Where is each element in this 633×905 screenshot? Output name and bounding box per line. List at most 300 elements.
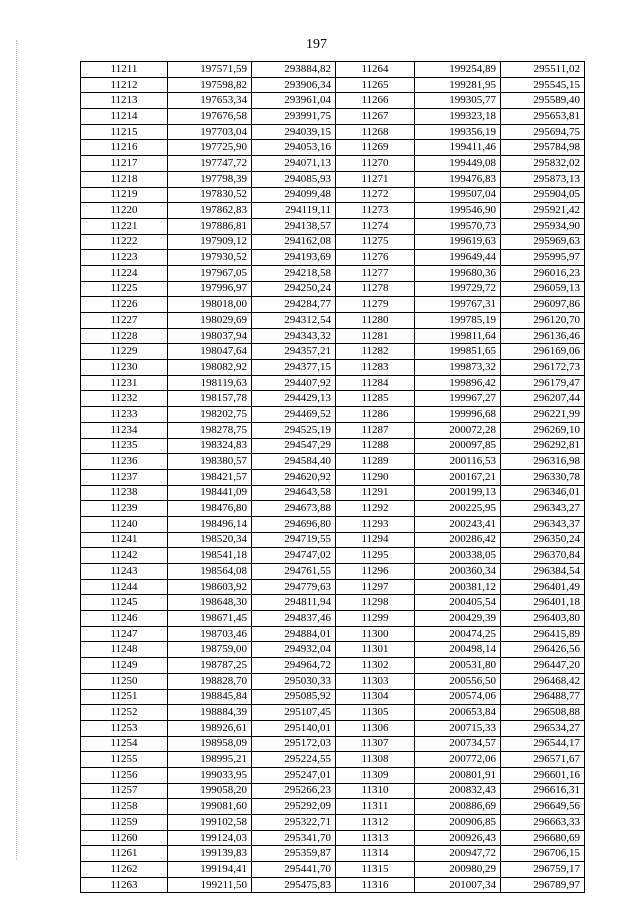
x-coordinate-cell: 200531,80: [415, 658, 501, 674]
table-row: [81, 548, 585, 564]
x-coordinate-cell: 199102,58: [168, 815, 252, 831]
y-coordinate-cell: 296468,42: [501, 673, 585, 689]
x-coordinate-cell: 197747,72: [168, 156, 252, 172]
x-coordinate-cell: 200574,06: [415, 689, 501, 705]
point-number-cell: 11294: [336, 532, 415, 548]
y-coordinate-cell: 295322,71: [252, 815, 336, 831]
point-number-cell: 11267: [336, 109, 415, 125]
point-number-cell: 11250: [81, 673, 168, 689]
point-number-cell: 11310: [336, 783, 415, 799]
x-coordinate-cell: 198703,46: [168, 626, 252, 642]
y-coordinate-cell: 296488,77: [501, 689, 585, 705]
point-number-cell: 11249: [81, 658, 168, 674]
y-coordinate-cell: 296136,46: [501, 328, 585, 344]
point-number-cell: 11212: [81, 77, 168, 93]
y-coordinate-cell: 294837,46: [252, 611, 336, 627]
y-coordinate-cell: 294193,69: [252, 250, 336, 266]
x-coordinate-cell: 200286,42: [415, 532, 501, 548]
y-coordinate-cell: 296120,70: [501, 313, 585, 329]
x-coordinate-cell: 198018,00: [168, 297, 252, 313]
y-coordinate-cell: 294584,40: [252, 454, 336, 470]
point-number-cell: 11298: [336, 595, 415, 611]
x-coordinate-cell: 199811,64: [415, 328, 501, 344]
y-coordinate-cell: 293961,04: [252, 93, 336, 109]
table-row: [81, 595, 585, 611]
margin-dotted-rule: [16, 40, 17, 860]
y-coordinate-cell: 295511,02: [501, 62, 585, 78]
coordinates-table: [80, 61, 585, 893]
x-coordinate-cell: 200772,06: [415, 752, 501, 768]
y-coordinate-cell: 296616,31: [501, 783, 585, 799]
x-coordinate-cell: 197886,81: [168, 218, 252, 234]
y-coordinate-cell: 294779,63: [252, 579, 336, 595]
y-coordinate-cell: 296169,06: [501, 344, 585, 360]
point-number-cell: 11243: [81, 564, 168, 580]
x-coordinate-cell: 198671,45: [168, 611, 252, 627]
point-number-cell: 11287: [336, 422, 415, 438]
table-row: [81, 564, 585, 580]
x-coordinate-cell: 199996,68: [415, 407, 501, 423]
x-coordinate-cell: 198648,30: [168, 595, 252, 611]
table-row: [81, 485, 585, 501]
table-row: [81, 375, 585, 391]
x-coordinate-cell: 199281,95: [415, 77, 501, 93]
point-number-cell: 11291: [336, 485, 415, 501]
point-number-cell: 11303: [336, 673, 415, 689]
x-coordinate-cell: 198380,57: [168, 454, 252, 470]
x-coordinate-cell: 199619,63: [415, 234, 501, 250]
point-number-cell: 11307: [336, 736, 415, 752]
x-coordinate-cell: 200980,29: [415, 862, 501, 878]
x-coordinate-cell: 200556,50: [415, 673, 501, 689]
x-coordinate-cell: 200405,54: [415, 595, 501, 611]
point-number-cell: 11223: [81, 250, 168, 266]
x-coordinate-cell: 198047,64: [168, 344, 252, 360]
y-coordinate-cell: 294039,15: [252, 124, 336, 140]
table-row: [81, 469, 585, 485]
point-number-cell: 11289: [336, 454, 415, 470]
x-coordinate-cell: 199873,32: [415, 360, 501, 376]
point-number-cell: 11221: [81, 218, 168, 234]
x-coordinate-cell: 200474,25: [415, 626, 501, 642]
x-coordinate-cell: 199081,60: [168, 799, 252, 815]
y-coordinate-cell: 296447,20: [501, 658, 585, 674]
y-coordinate-cell: 295921,42: [501, 203, 585, 219]
table-row: [81, 815, 585, 831]
y-coordinate-cell: 294119,11: [252, 203, 336, 219]
point-number-cell: 11213: [81, 93, 168, 109]
x-coordinate-cell: 197571,59: [168, 62, 252, 78]
y-coordinate-cell: 294071,13: [252, 156, 336, 172]
point-number-cell: 11316: [336, 877, 415, 893]
point-number-cell: 11257: [81, 783, 168, 799]
y-coordinate-cell: 295224,55: [252, 752, 336, 768]
table-row: [81, 109, 585, 125]
table-row: [81, 877, 585, 893]
point-number-cell: 11290: [336, 469, 415, 485]
y-coordinate-cell: 296544,17: [501, 736, 585, 752]
table-row: [81, 313, 585, 329]
point-number-cell: 11285: [336, 391, 415, 407]
x-coordinate-cell: 197798,39: [168, 171, 252, 187]
x-coordinate-cell: 201007,34: [415, 877, 501, 893]
table-row: [81, 830, 585, 846]
y-coordinate-cell: 296370,84: [501, 548, 585, 564]
y-coordinate-cell: 294099,48: [252, 187, 336, 203]
x-coordinate-cell: 197930,52: [168, 250, 252, 266]
x-coordinate-cell: 200926,43: [415, 830, 501, 846]
point-number-cell: 11247: [81, 626, 168, 642]
x-coordinate-cell: 199785,19: [415, 313, 501, 329]
y-coordinate-cell: 296292,81: [501, 438, 585, 454]
point-number-cell: 11284: [336, 375, 415, 391]
y-coordinate-cell: 294964,72: [252, 658, 336, 674]
y-coordinate-cell: 296221,99: [501, 407, 585, 423]
point-number-cell: 11233: [81, 407, 168, 423]
table-row: [81, 93, 585, 109]
x-coordinate-cell: 198759,00: [168, 642, 252, 658]
x-coordinate-cell: 198541,18: [168, 548, 252, 564]
y-coordinate-cell: 295873,13: [501, 171, 585, 187]
y-coordinate-cell: 294250,24: [252, 281, 336, 297]
point-number-cell: 11293: [336, 516, 415, 532]
point-number-cell: 11302: [336, 658, 415, 674]
x-coordinate-cell: 199305,77: [415, 93, 501, 109]
x-coordinate-cell: 199139,83: [168, 846, 252, 862]
x-coordinate-cell: 200429,39: [415, 611, 501, 627]
x-coordinate-cell: 200886,69: [415, 799, 501, 815]
y-coordinate-cell: 296179,47: [501, 375, 585, 391]
x-coordinate-cell: 197676,58: [168, 109, 252, 125]
point-number-cell: 11216: [81, 140, 168, 156]
x-coordinate-cell: 199680,36: [415, 265, 501, 281]
point-number-cell: 11314: [336, 846, 415, 862]
point-number-cell: 11235: [81, 438, 168, 454]
y-coordinate-cell: 294747,02: [252, 548, 336, 564]
y-coordinate-cell: 295266,23: [252, 783, 336, 799]
y-coordinate-cell: 296384,54: [501, 564, 585, 580]
y-coordinate-cell: 293991,75: [252, 109, 336, 125]
table-row: [81, 156, 585, 172]
point-number-cell: 11265: [336, 77, 415, 93]
x-coordinate-cell: 199546,90: [415, 203, 501, 219]
point-number-cell: 11254: [81, 736, 168, 752]
point-number-cell: 11246: [81, 611, 168, 627]
point-number-cell: 11217: [81, 156, 168, 172]
y-coordinate-cell: 294343,32: [252, 328, 336, 344]
x-coordinate-cell: 198496,14: [168, 516, 252, 532]
table-row: [81, 846, 585, 862]
x-coordinate-cell: 198476,80: [168, 501, 252, 517]
x-coordinate-cell: 198029,69: [168, 313, 252, 329]
y-coordinate-cell: 295934,90: [501, 218, 585, 234]
y-coordinate-cell: 296401,18: [501, 595, 585, 611]
table-row: [81, 77, 585, 93]
table-row: [81, 611, 585, 627]
y-coordinate-cell: 295441,70: [252, 862, 336, 878]
x-coordinate-cell: 197598,82: [168, 77, 252, 93]
y-coordinate-cell: 296346,01: [501, 485, 585, 501]
x-coordinate-cell: 199896,42: [415, 375, 501, 391]
y-coordinate-cell: 296706,15: [501, 846, 585, 862]
x-coordinate-cell: 199058,20: [168, 783, 252, 799]
y-coordinate-cell: 295969,63: [501, 234, 585, 250]
x-coordinate-cell: 198958,09: [168, 736, 252, 752]
y-coordinate-cell: 294719,55: [252, 532, 336, 548]
y-coordinate-cell: 296316,98: [501, 454, 585, 470]
y-coordinate-cell: 296401,49: [501, 579, 585, 595]
point-number-cell: 11281: [336, 328, 415, 344]
point-number-cell: 11288: [336, 438, 415, 454]
y-coordinate-cell: 294053,16: [252, 140, 336, 156]
x-coordinate-cell: 198441,09: [168, 485, 252, 501]
point-number-cell: 11305: [336, 705, 415, 721]
y-coordinate-cell: 295030,33: [252, 673, 336, 689]
y-coordinate-cell: 294284,77: [252, 297, 336, 313]
x-coordinate-cell: 200947,72: [415, 846, 501, 862]
y-coordinate-cell: 294525,19: [252, 422, 336, 438]
point-number-cell: 11218: [81, 171, 168, 187]
x-coordinate-cell: 200498,14: [415, 642, 501, 658]
y-coordinate-cell: 296172,73: [501, 360, 585, 376]
x-coordinate-cell: 199449,08: [415, 156, 501, 172]
x-coordinate-cell: 199411,46: [415, 140, 501, 156]
point-number-cell: 11236: [81, 454, 168, 470]
x-coordinate-cell: 199649,44: [415, 250, 501, 266]
y-coordinate-cell: 294696,80: [252, 516, 336, 532]
table-row: [81, 454, 585, 470]
table-row: [81, 752, 585, 768]
y-coordinate-cell: 295359,87: [252, 846, 336, 862]
table-row: [81, 438, 585, 454]
table-row: [81, 626, 585, 642]
table-row: [81, 705, 585, 721]
point-number-cell: 11299: [336, 611, 415, 627]
x-coordinate-cell: 198119,63: [168, 375, 252, 391]
y-coordinate-cell: 296403,80: [501, 611, 585, 627]
x-coordinate-cell: 199476,83: [415, 171, 501, 187]
x-coordinate-cell: 199211,50: [168, 877, 252, 893]
point-number-cell: 11262: [81, 862, 168, 878]
x-coordinate-cell: 199194,41: [168, 862, 252, 878]
point-number-cell: 11274: [336, 218, 415, 234]
table-row: [81, 862, 585, 878]
y-coordinate-cell: 296330,78: [501, 469, 585, 485]
point-number-cell: 11286: [336, 407, 415, 423]
point-number-cell: 11256: [81, 767, 168, 783]
y-coordinate-cell: 294085,93: [252, 171, 336, 187]
table-row: [81, 218, 585, 234]
point-number-cell: 11292: [336, 501, 415, 517]
x-coordinate-cell: 200906,85: [415, 815, 501, 831]
y-coordinate-cell: 293906,34: [252, 77, 336, 93]
table-row: [81, 250, 585, 266]
x-coordinate-cell: 199507,04: [415, 187, 501, 203]
y-coordinate-cell: 296350,24: [501, 532, 585, 548]
point-number-cell: 11276: [336, 250, 415, 266]
y-coordinate-cell: 294312,54: [252, 313, 336, 329]
x-coordinate-cell: 197653,34: [168, 93, 252, 109]
point-number-cell: 11261: [81, 846, 168, 862]
point-number-cell: 11219: [81, 187, 168, 203]
x-coordinate-cell: 200653,84: [415, 705, 501, 721]
y-coordinate-cell: 296343,27: [501, 501, 585, 517]
point-number-cell: 11308: [336, 752, 415, 768]
table-row: [81, 532, 585, 548]
point-number-cell: 11275: [336, 234, 415, 250]
point-number-cell: 11271: [336, 171, 415, 187]
y-coordinate-cell: 295995,97: [501, 250, 585, 266]
x-coordinate-cell: 199323,18: [415, 109, 501, 125]
x-coordinate-cell: 197862,83: [168, 203, 252, 219]
y-coordinate-cell: 294357,21: [252, 344, 336, 360]
table-row: [81, 501, 585, 517]
point-number-cell: 11260: [81, 830, 168, 846]
x-coordinate-cell: 200225,95: [415, 501, 501, 517]
y-coordinate-cell: 294643,58: [252, 485, 336, 501]
y-coordinate-cell: 295292,09: [252, 799, 336, 815]
y-coordinate-cell: 296207,44: [501, 391, 585, 407]
point-number-cell: 11241: [81, 532, 168, 548]
x-coordinate-cell: 199124,03: [168, 830, 252, 846]
y-coordinate-cell: 295247,01: [252, 767, 336, 783]
point-number-cell: 11283: [336, 360, 415, 376]
table-row: [81, 344, 585, 360]
x-coordinate-cell: 198421,57: [168, 469, 252, 485]
point-number-cell: 11220: [81, 203, 168, 219]
point-number-cell: 11227: [81, 313, 168, 329]
x-coordinate-cell: 200243,41: [415, 516, 501, 532]
y-coordinate-cell: 296426,56: [501, 642, 585, 658]
point-number-cell: 11268: [336, 124, 415, 140]
table-row: [81, 658, 585, 674]
point-number-cell: 11226: [81, 297, 168, 313]
point-number-cell: 11228: [81, 328, 168, 344]
y-coordinate-cell: 296343,37: [501, 516, 585, 532]
y-coordinate-cell: 294138,57: [252, 218, 336, 234]
point-number-cell: 11238: [81, 485, 168, 501]
y-coordinate-cell: 295784,98: [501, 140, 585, 156]
point-number-cell: 11255: [81, 752, 168, 768]
table-row: [81, 124, 585, 140]
table-row: [81, 391, 585, 407]
point-number-cell: 11224: [81, 265, 168, 281]
x-coordinate-cell: 197909,12: [168, 234, 252, 250]
table-row: [81, 407, 585, 423]
point-number-cell: 11242: [81, 548, 168, 564]
x-coordinate-cell: 199356,19: [415, 124, 501, 140]
table-row: [81, 171, 585, 187]
table-row: [81, 642, 585, 658]
point-number-cell: 11304: [336, 689, 415, 705]
point-number-cell: 11231: [81, 375, 168, 391]
point-number-cell: 11309: [336, 767, 415, 783]
x-coordinate-cell: 198157,78: [168, 391, 252, 407]
y-coordinate-cell: 294429,13: [252, 391, 336, 407]
y-coordinate-cell: 296649,56: [501, 799, 585, 815]
table-row: [81, 62, 585, 78]
point-number-cell: 11297: [336, 579, 415, 595]
y-coordinate-cell: 296663,33: [501, 815, 585, 831]
y-coordinate-cell: 295904,05: [501, 187, 585, 203]
x-coordinate-cell: 199967,27: [415, 391, 501, 407]
x-coordinate-cell: 200381,12: [415, 579, 501, 595]
table-row: [81, 516, 585, 532]
table-row: [81, 689, 585, 705]
point-number-cell: 11295: [336, 548, 415, 564]
y-coordinate-cell: 296059,13: [501, 281, 585, 297]
y-coordinate-cell: 296097,86: [501, 297, 585, 313]
y-coordinate-cell: 295545,15: [501, 77, 585, 93]
point-number-cell: 11251: [81, 689, 168, 705]
point-number-cell: 11237: [81, 469, 168, 485]
x-coordinate-cell: 198603,92: [168, 579, 252, 595]
point-number-cell: 11300: [336, 626, 415, 642]
y-coordinate-cell: 296269,10: [501, 422, 585, 438]
table-row: [81, 673, 585, 689]
x-coordinate-cell: 199254,89: [415, 62, 501, 78]
x-coordinate-cell: 199570,73: [415, 218, 501, 234]
point-number-cell: 11230: [81, 360, 168, 376]
table-row: [81, 265, 585, 281]
y-coordinate-cell: 295832,02: [501, 156, 585, 172]
y-coordinate-cell: 294811,94: [252, 595, 336, 611]
point-number-cell: 11279: [336, 297, 415, 313]
x-coordinate-cell: 200715,33: [415, 720, 501, 736]
point-number-cell: 11273: [336, 203, 415, 219]
x-coordinate-cell: 200338,05: [415, 548, 501, 564]
point-number-cell: 11264: [336, 62, 415, 78]
x-coordinate-cell: 197967,05: [168, 265, 252, 281]
y-coordinate-cell: 295172,03: [252, 736, 336, 752]
x-coordinate-cell: 198995,21: [168, 752, 252, 768]
point-number-cell: 11278: [336, 281, 415, 297]
point-number-cell: 11253: [81, 720, 168, 736]
y-coordinate-cell: 294469,52: [252, 407, 336, 423]
x-coordinate-cell: 198278,75: [168, 422, 252, 438]
point-number-cell: 11277: [336, 265, 415, 281]
x-coordinate-cell: 198884,39: [168, 705, 252, 721]
point-number-cell: 11252: [81, 705, 168, 721]
point-number-cell: 11263: [81, 877, 168, 893]
x-coordinate-cell: 200734,57: [415, 736, 501, 752]
point-number-cell: 11215: [81, 124, 168, 140]
table-row: [81, 328, 585, 344]
point-number-cell: 11258: [81, 799, 168, 815]
point-number-cell: 11282: [336, 344, 415, 360]
point-number-cell: 11225: [81, 281, 168, 297]
page-number: 197: [306, 37, 327, 52]
y-coordinate-cell: 296016,23: [501, 265, 585, 281]
y-coordinate-cell: 295140,01: [252, 720, 336, 736]
table-row: [81, 799, 585, 815]
point-number-cell: 11211: [81, 62, 168, 78]
x-coordinate-cell: 198564,08: [168, 564, 252, 580]
point-number-cell: 11301: [336, 642, 415, 658]
point-number-cell: 11272: [336, 187, 415, 203]
y-coordinate-cell: 295589,40: [501, 93, 585, 109]
y-coordinate-cell: 295653,81: [501, 109, 585, 125]
y-coordinate-cell: 296759,17: [501, 862, 585, 878]
x-coordinate-cell: 198845,84: [168, 689, 252, 705]
table-row: [81, 187, 585, 203]
y-coordinate-cell: 295107,45: [252, 705, 336, 721]
y-coordinate-cell: 294932,04: [252, 642, 336, 658]
point-number-cell: 11315: [336, 862, 415, 878]
table-row: [81, 281, 585, 297]
point-number-cell: 11234: [81, 422, 168, 438]
point-number-cell: 11244: [81, 579, 168, 595]
